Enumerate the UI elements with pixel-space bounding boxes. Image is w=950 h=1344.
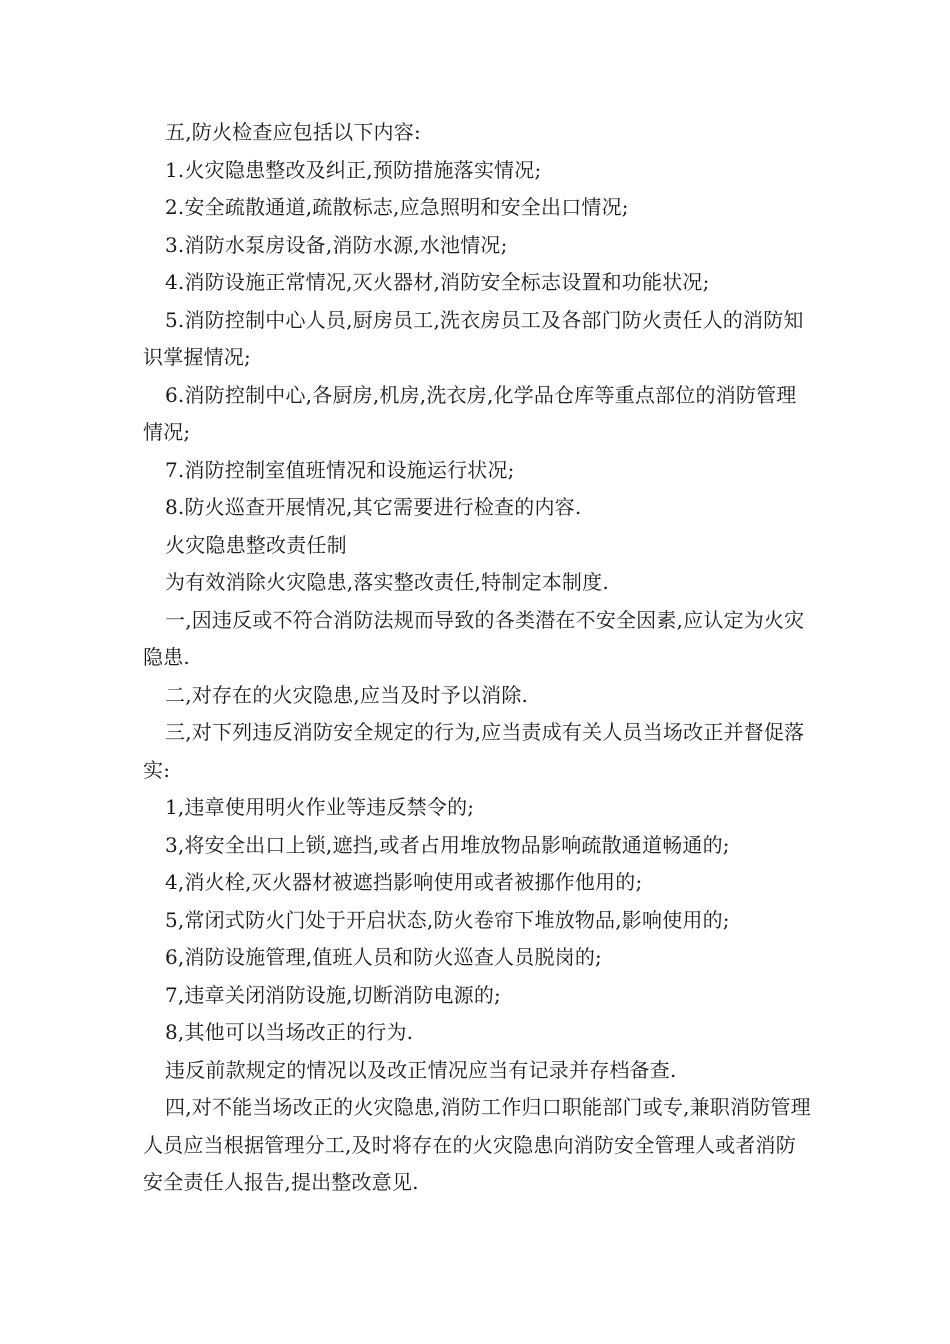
paragraph: 一,因违反或不符合消防法规而导致的各类潜在不安全因素,应认定为火灾隐患. [143,607,805,669]
paragraph: 7.消防控制室值班情况和设施运行状况; [165,457,515,482]
paragraph: 5.消防控制中心人员,厨房员工,洗衣房员工及各部门防火责任人的消防知识掌握情况; [143,307,804,369]
paragraph: 8.防火巡查开展情况,其它需要进行检查的内容. [165,495,582,519]
section-heading: 火灾隐患整改责任制 [165,532,347,557]
paragraph: 四,对不能当场改正的火灾隐患,消防工作归口职能部门或专,兼职消防管理人员应当根据管理分工,及时将存在的火灾隐患向消防安全管理人或者消防安全责任人报告,提出整改意见. [143,1095,811,1194]
paragraph: 五,防火检查应包括以下内容: [165,120,421,144]
paragraph: 为有效消除火灾隐患,落实整改责任,特制定本制度. [165,570,609,594]
paragraph: 2.安全疏散通道,疏散标志,应急照明和安全出口情况; [165,195,629,219]
paragraph: 1,违章使用明火作业等违反禁令的; [165,795,475,819]
paragraph: 5,常闭式防火门处于开启状态,防火卷帘下堆放物品,影响使用的; [165,907,730,932]
paragraph: 4.消防设施正常情况,灭火器材,消防安全标志设置和功能状况; [165,270,710,294]
paragraph: 6.消防控制中心,各厨房,机房,洗衣房,化学品仓库等重点部位的消防管理情况; [143,382,797,444]
paragraph: 8,其他可以当场改正的行为. [165,1020,414,1044]
paragraph: 违反前款规定的情况以及改正情况应当有记录并存档备查. [165,1057,677,1082]
paragraph: 二,对存在的火灾隐患,应当及时予以消除. [165,682,529,707]
paragraph: 7,违章关闭消防设施,切断消防电源的; [165,982,501,1007]
paragraph: 1.火灾隐患整改及纠正,预防措施落实情况; [165,157,542,182]
paragraph: 4,消火栓,灭火器材被遮挡影响使用或者被挪作他用的; [165,870,643,894]
paragraph: 3.消防水泵房设备,消防水源,水池情况; [165,232,508,257]
paragraph: 3,将安全出口上锁,遮挡,或者占用堆放物品影响疏散通道畅通的; [165,832,730,857]
paragraph: 三,对下列违反消防安全规定的行为,应当责成有关人员当场改正并督促落实: [143,720,805,782]
document-body [143,114,811,1202]
paragraph: 6,消防设施管理,值班人员和防火巡查人员脱岗的; [165,945,602,969]
